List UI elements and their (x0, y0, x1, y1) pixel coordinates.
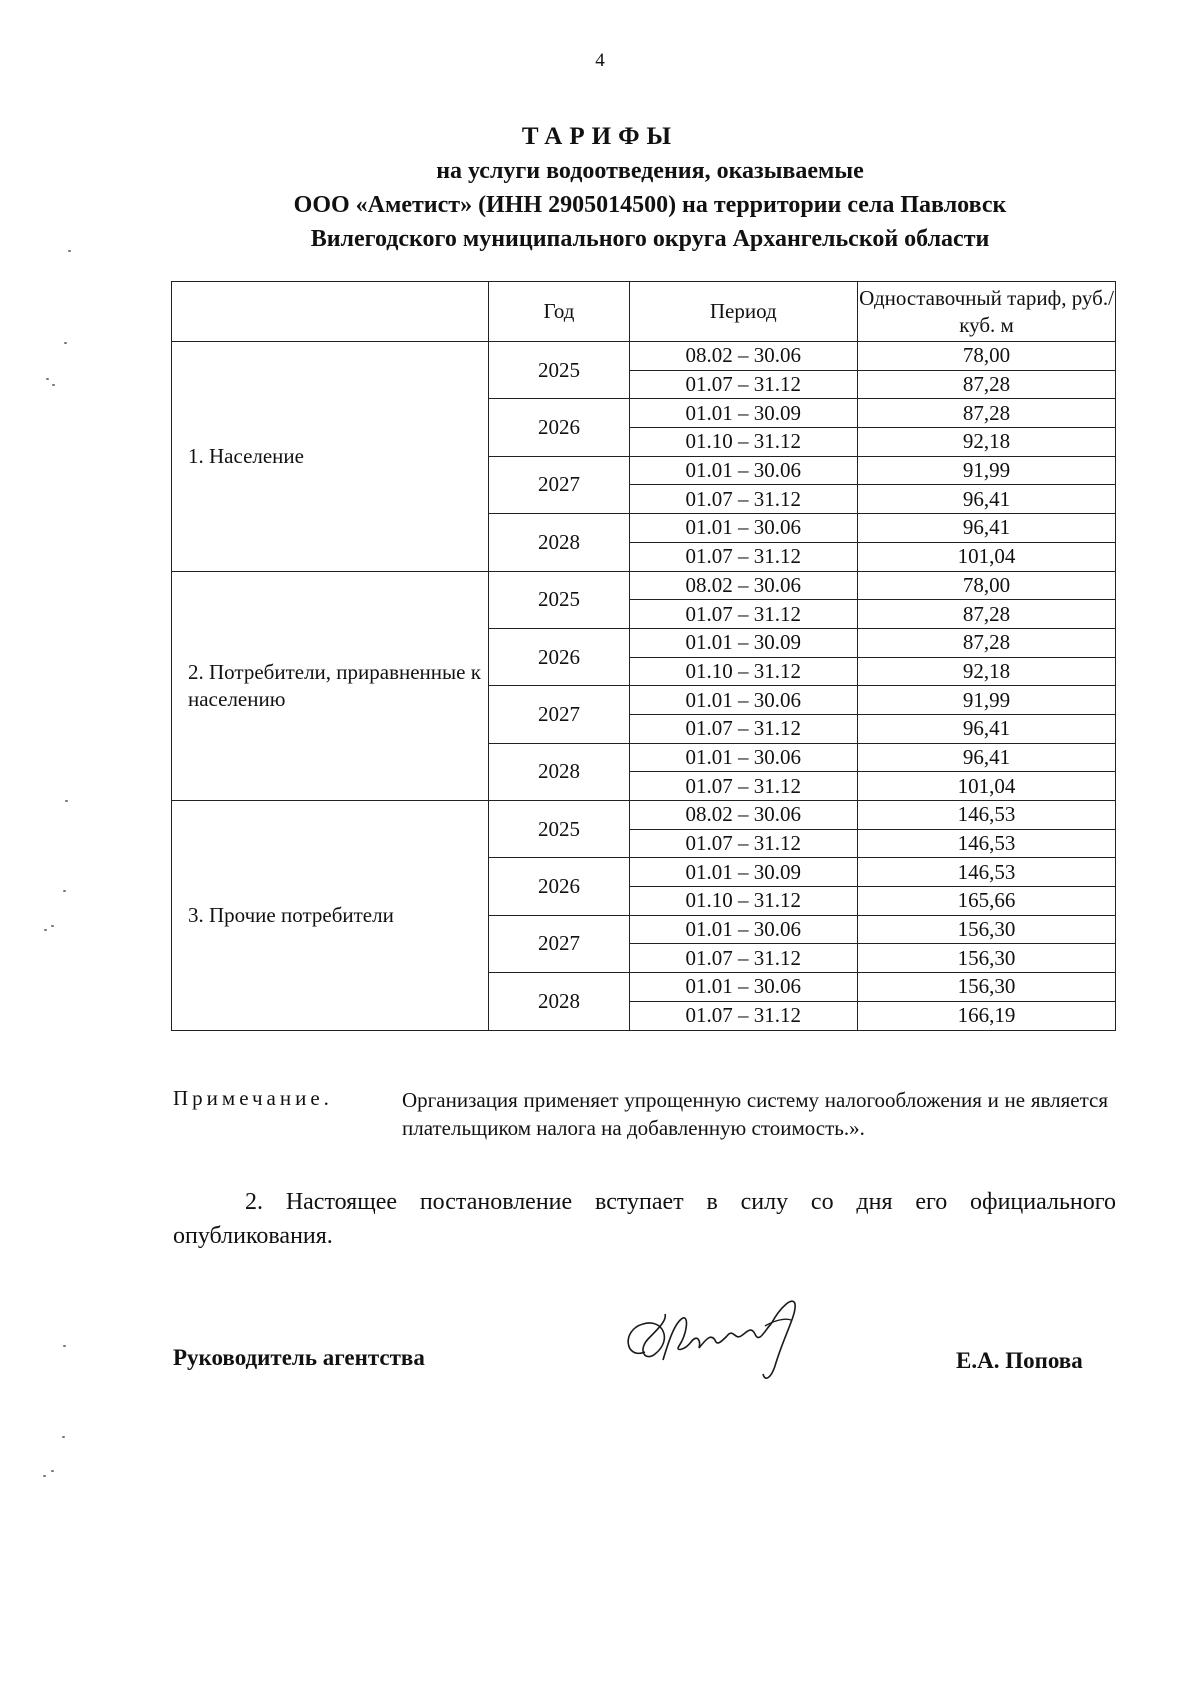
scan-speck (65, 800, 68, 802)
year-cell: 2026 (489, 858, 629, 915)
tariff-cell: 96,41 (858, 485, 1116, 514)
title-main: ТАРИФЫ (521, 123, 679, 150)
tariff-cell: 91,99 (858, 456, 1116, 485)
tariff-cell: 96,41 (858, 514, 1116, 543)
header-period: Период (629, 282, 858, 342)
title-line-3: Вилегодского муниципального округа Архангельской области (310, 226, 990, 252)
year-cell: 2027 (489, 686, 629, 743)
table-row (172, 571, 1116, 600)
year-cell: 2025 (489, 342, 629, 399)
period-cell: 08.02 – 30.06 (629, 342, 858, 371)
scan-speck (43, 1475, 46, 1477)
note-label: Примечание. (173, 1086, 333, 1110)
scan-speck (51, 1470, 54, 1472)
header-tariff: Одноставочный тариф, руб./куб. м (858, 282, 1116, 342)
period-cell: 01.07 – 31.12 (629, 542, 858, 571)
period-cell: 01.01 – 30.06 (629, 915, 858, 944)
tariff-cell: 101,04 (858, 542, 1116, 571)
period-cell: 01.07 – 31.12 (629, 485, 858, 514)
tariff-cell: 87,28 (858, 628, 1116, 657)
category-cell: 3. Прочие потребители (172, 801, 489, 1031)
period-cell: 08.02 – 30.06 (629, 801, 858, 830)
tariff-cell: 156,30 (858, 944, 1116, 973)
tariff-cell: 156,30 (858, 915, 1116, 944)
tariff-cell: 78,00 (858, 342, 1116, 371)
category-cell: 1. Население (172, 342, 489, 572)
year-cell: 2028 (489, 973, 629, 1030)
period-cell: 01.07 – 31.12 (629, 772, 858, 801)
header-year: Год (489, 282, 629, 342)
period-cell: 01.01 – 30.06 (629, 686, 858, 715)
year-cell: 2027 (489, 915, 629, 972)
year-cell: 2025 (489, 801, 629, 858)
tariff-cell: 87,28 (858, 370, 1116, 399)
signatory-position: Руководитель агентства (173, 1345, 425, 1370)
signatory-name: Е.А. Попова (956, 1348, 1083, 1373)
scan-speck (64, 342, 67, 344)
year-cell: 2027 (489, 456, 629, 513)
tariff-cell: 78,00 (858, 571, 1116, 600)
scan-speck (62, 1436, 65, 1438)
note-text: Организация применяет упрощенную систему налогообложения и не является плательщиком налога на добавленную стоимость.». (402, 1088, 1108, 1140)
tariff-cell: 96,41 (858, 743, 1116, 772)
tariff-cell: 91,99 (858, 686, 1116, 715)
table-row (172, 342, 1116, 371)
tariff-cell: 101,04 (858, 772, 1116, 801)
scan-speck (52, 384, 55, 386)
year-cell: 2028 (489, 743, 629, 800)
year-cell: 2025 (489, 571, 629, 628)
scan-speck (63, 890, 66, 892)
period-cell: 01.10 – 31.12 (629, 428, 858, 457)
period-cell: 01.10 – 31.12 (629, 657, 858, 686)
scan-speck (51, 925, 54, 927)
period-cell: 01.10 – 31.12 (629, 887, 858, 916)
tariff-table (171, 281, 1116, 1031)
title-line-1: на услуги водоотведения, оказываемые (436, 158, 864, 184)
tariff-cell: 92,18 (858, 657, 1116, 686)
scan-speck (46, 378, 49, 380)
period-cell: 01.01 – 30.09 (629, 399, 858, 428)
period-cell: 01.07 – 31.12 (629, 944, 858, 973)
tariff-cell: 166,19 (858, 1001, 1116, 1030)
tariff-cell: 165,66 (858, 887, 1116, 916)
header-category (172, 282, 489, 342)
period-cell: 01.07 – 31.12 (629, 370, 858, 399)
tariff-cell: 92,18 (858, 428, 1116, 457)
document-title (170, 120, 1130, 256)
table-row (172, 801, 1116, 830)
period-cell: 01.07 – 31.12 (629, 1001, 858, 1030)
tariff-cell: 146,53 (858, 858, 1116, 887)
tariff-cell: 87,28 (858, 399, 1116, 428)
year-cell: 2028 (489, 514, 629, 571)
year-cell: 2026 (489, 628, 629, 685)
tariff-cell: 146,53 (858, 801, 1116, 830)
period-cell: 01.07 – 31.12 (629, 829, 858, 858)
title-line-2: ООО «Аметист» (ИНН 2905014500) на территории села Павловск (293, 192, 1007, 218)
tariff-cell: 96,41 (858, 714, 1116, 743)
tariff-cell: 146,53 (858, 829, 1116, 858)
period-cell: 01.01 – 30.09 (629, 628, 858, 657)
period-cell: 01.01 – 30.06 (629, 973, 858, 1002)
scan-speck (63, 1345, 66, 1347)
scan-speck (44, 929, 47, 931)
period-cell: 01.01 – 30.06 (629, 743, 858, 772)
scan-speck (68, 250, 71, 252)
clause-2: 2. Настоящее постановление вступает в силу со дня его официального опубликования. (173, 1189, 1116, 1249)
period-cell: 01.01 – 30.09 (629, 858, 858, 887)
tariff-cell: 87,28 (858, 600, 1116, 629)
year-cell: 2026 (489, 399, 629, 456)
period-cell: 01.07 – 31.12 (629, 600, 858, 629)
period-cell: 08.02 – 30.06 (629, 571, 858, 600)
table-body (172, 342, 1116, 1031)
tariff-cell: 156,30 (858, 973, 1116, 1002)
page-number: 4 (595, 50, 605, 71)
handwritten-signature (615, 1290, 825, 1390)
period-cell: 01.07 – 31.12 (629, 714, 858, 743)
table-header-row (172, 282, 1116, 342)
category-cell: 2. Потребители, приравненные к населению (172, 571, 489, 801)
period-cell: 01.01 – 30.06 (629, 514, 858, 543)
period-cell: 01.01 – 30.06 (629, 456, 858, 485)
